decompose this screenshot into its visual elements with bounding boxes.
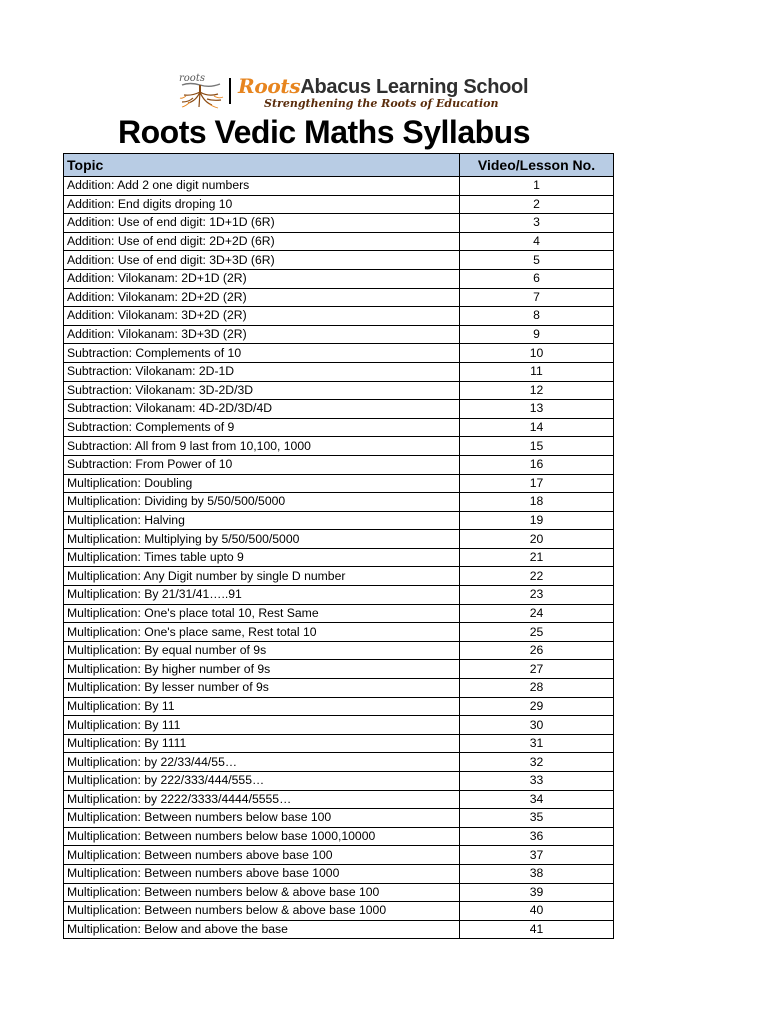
table-row (64, 493, 614, 512)
cell-lesson-no: 14 (460, 418, 614, 437)
cell-topic: Multiplication: By equal number of 9s (64, 641, 460, 660)
cell-lesson-no: 3 (460, 214, 614, 233)
school-tagline: Strengthening the Roots of Education (264, 97, 499, 110)
cell-lesson-no: 34 (460, 790, 614, 809)
cell-lesson-no: 9 (460, 325, 614, 344)
cell-lesson-no: 12 (460, 381, 614, 400)
cell-topic: Subtraction: Complements of 9 (64, 418, 460, 437)
cell-topic: Subtraction: Complements of 10 (64, 344, 460, 363)
table-row (64, 251, 614, 270)
cell-topic: Multiplication: by 222/333/444/555… (64, 772, 460, 791)
cell-lesson-no: 36 (460, 827, 614, 846)
school-logo (172, 70, 529, 114)
cell-topic: Multiplication: Between numbers above base 1000 (64, 864, 460, 883)
table-row (64, 511, 614, 530)
cell-lesson-no: 29 (460, 697, 614, 716)
cell-lesson-no: 26 (460, 641, 614, 660)
cell-lesson-no: 28 (460, 679, 614, 698)
cell-topic: Multiplication: One's place same, Rest total 10 (64, 623, 460, 642)
cell-topic: Multiplication: Doubling (64, 474, 460, 493)
cell-topic: Multiplication: By 21/31/41…..91 (64, 586, 460, 605)
table-header-row (64, 154, 614, 177)
cell-lesson-no: 13 (460, 400, 614, 419)
table-row (64, 716, 614, 735)
logo-separator (229, 78, 231, 104)
table-row (64, 790, 614, 809)
cell-topic: Multiplication: By higher number of 9s (64, 660, 460, 679)
table-row (64, 177, 614, 196)
cell-topic: Multiplication: One's place total 10, Rest Same (64, 604, 460, 623)
cell-lesson-no: 39 (460, 883, 614, 902)
cell-topic: Multiplication: Between numbers below & above base 1000 (64, 902, 460, 921)
cell-lesson-no: 41 (460, 920, 614, 939)
cell-topic: Multiplication: Multiplying by 5/50/500/5000 (64, 530, 460, 549)
table-row (64, 288, 614, 307)
cell-lesson-no: 17 (460, 474, 614, 493)
table-row (64, 418, 614, 437)
cell-lesson-no: 19 (460, 511, 614, 530)
table-row (64, 920, 614, 939)
cell-lesson-no: 32 (460, 753, 614, 772)
table-row (64, 455, 614, 474)
column-header-lesson-no: Video/Lesson No. (460, 154, 614, 177)
logo-mark-text: roots (179, 73, 205, 84)
table-row (64, 362, 614, 381)
cell-topic: Multiplication: By 1111 (64, 734, 460, 753)
cell-topic: Multiplication: Halving (64, 511, 460, 530)
table-row (64, 307, 614, 326)
cell-topic: Multiplication: by 2222/3333/4444/5555… (64, 790, 460, 809)
table-row (64, 827, 614, 846)
cell-lesson-no: 37 (460, 846, 614, 865)
table-row (64, 772, 614, 791)
cell-lesson-no: 5 (460, 251, 614, 270)
cell-topic: Addition: End digits droping 10 (64, 195, 460, 214)
table-row (64, 195, 614, 214)
cell-topic: Multiplication: Between numbers below base 1000,10000 (64, 827, 460, 846)
cell-topic: Subtraction: Vilokanam: 3D-2D/3D (64, 381, 460, 400)
table-row (64, 846, 614, 865)
table-row (64, 344, 614, 363)
table-row (64, 623, 614, 642)
cell-topic: Addition: Use of end digit: 1D+1D (6R) (64, 214, 460, 233)
cell-lesson-no: 20 (460, 530, 614, 549)
cell-topic: Multiplication: Dividing by 5/50/500/5000 (64, 493, 460, 512)
table-row (64, 864, 614, 883)
table-row (64, 567, 614, 586)
table-row (64, 232, 614, 251)
cell-lesson-no: 11 (460, 362, 614, 381)
cell-topic: Subtraction: From Power of 10 (64, 455, 460, 474)
cell-lesson-no: 15 (460, 437, 614, 456)
cell-lesson-no: 22 (460, 567, 614, 586)
school-name (238, 75, 528, 98)
cell-lesson-no: 33 (460, 772, 614, 791)
cell-lesson-no: 23 (460, 586, 614, 605)
table-row (64, 734, 614, 753)
cell-lesson-no: 38 (460, 864, 614, 883)
table-row (64, 697, 614, 716)
cell-topic: Multiplication: Times table upto 9 (64, 548, 460, 567)
table-row (64, 548, 614, 567)
cell-lesson-no: 25 (460, 623, 614, 642)
cell-lesson-no: 27 (460, 660, 614, 679)
cell-topic: Multiplication: Between numbers above base 100 (64, 846, 460, 865)
cell-topic: Addition: Use of end digit: 2D+2D (6R) (64, 232, 460, 251)
cell-lesson-no: 16 (460, 455, 614, 474)
table-row (64, 437, 614, 456)
cell-topic: Addition: Add 2 one digit numbers (64, 177, 460, 196)
cell-topic: Multiplication: By lesser number of 9s (64, 679, 460, 698)
cell-topic: Multiplication: Between numbers below base 100 (64, 809, 460, 828)
cell-topic: Addition: Vilokanam: 3D+2D (2R) (64, 307, 460, 326)
table-row (64, 883, 614, 902)
table-row (64, 902, 614, 921)
cell-lesson-no: 4 (460, 232, 614, 251)
cell-topic: Subtraction: Vilokanam: 4D-2D/3D/4D (64, 400, 460, 419)
table-row (64, 586, 614, 605)
table-row (64, 753, 614, 772)
table-row (64, 400, 614, 419)
cell-topic: Subtraction: Vilokanam: 2D-1D (64, 362, 460, 381)
cell-lesson-no: 8 (460, 307, 614, 326)
cell-lesson-no: 31 (460, 734, 614, 753)
syllabus-table-body (64, 177, 614, 939)
cell-lesson-no: 1 (460, 177, 614, 196)
syllabus-table (63, 153, 614, 939)
table-row (64, 474, 614, 493)
table-row (64, 325, 614, 344)
table-row (64, 660, 614, 679)
table-row (64, 530, 614, 549)
cell-lesson-no: 2 (460, 195, 614, 214)
page-title: Roots Vedic Maths Syllabus (118, 114, 530, 150)
cell-topic: Multiplication: By 11 (64, 697, 460, 716)
cell-topic: Addition: Vilokanam: 3D+3D (2R) (64, 325, 460, 344)
table-row (64, 269, 614, 288)
cell-topic: Multiplication: By 111 (64, 716, 460, 735)
cell-topic: Multiplication: Between numbers below & above base 100 (64, 883, 460, 902)
cell-lesson-no: 40 (460, 902, 614, 921)
cell-topic: Multiplication: by 22/33/44/55… (64, 753, 460, 772)
roots-tree-icon (176, 72, 226, 110)
table-row (64, 679, 614, 698)
table-row (64, 381, 614, 400)
cell-topic: Addition: Vilokanam: 2D+1D (2R) (64, 269, 460, 288)
table-row (64, 214, 614, 233)
cell-lesson-no: 7 (460, 288, 614, 307)
school-name-roots: Roots (238, 74, 301, 98)
cell-topic: Addition: Use of end digit: 3D+3D (6R) (64, 251, 460, 270)
table-row (64, 604, 614, 623)
school-name-rest: Abacus Learning School (300, 76, 529, 98)
cell-lesson-no: 10 (460, 344, 614, 363)
cell-lesson-no: 35 (460, 809, 614, 828)
table-row (64, 809, 614, 828)
cell-lesson-no: 21 (460, 548, 614, 567)
cell-topic: Multiplication: Below and above the base (64, 920, 460, 939)
cell-topic: Addition: Vilokanam: 2D+2D (2R) (64, 288, 460, 307)
cell-lesson-no: 6 (460, 269, 614, 288)
column-header-topic: Topic (64, 154, 460, 177)
table-row (64, 641, 614, 660)
cell-lesson-no: 18 (460, 493, 614, 512)
cell-lesson-no: 30 (460, 716, 614, 735)
cell-topic: Subtraction: All from 9 last from 10,100, 1000 (64, 437, 460, 456)
cell-topic: Multiplication: Any Digit number by single D number (64, 567, 460, 586)
cell-lesson-no: 24 (460, 604, 614, 623)
